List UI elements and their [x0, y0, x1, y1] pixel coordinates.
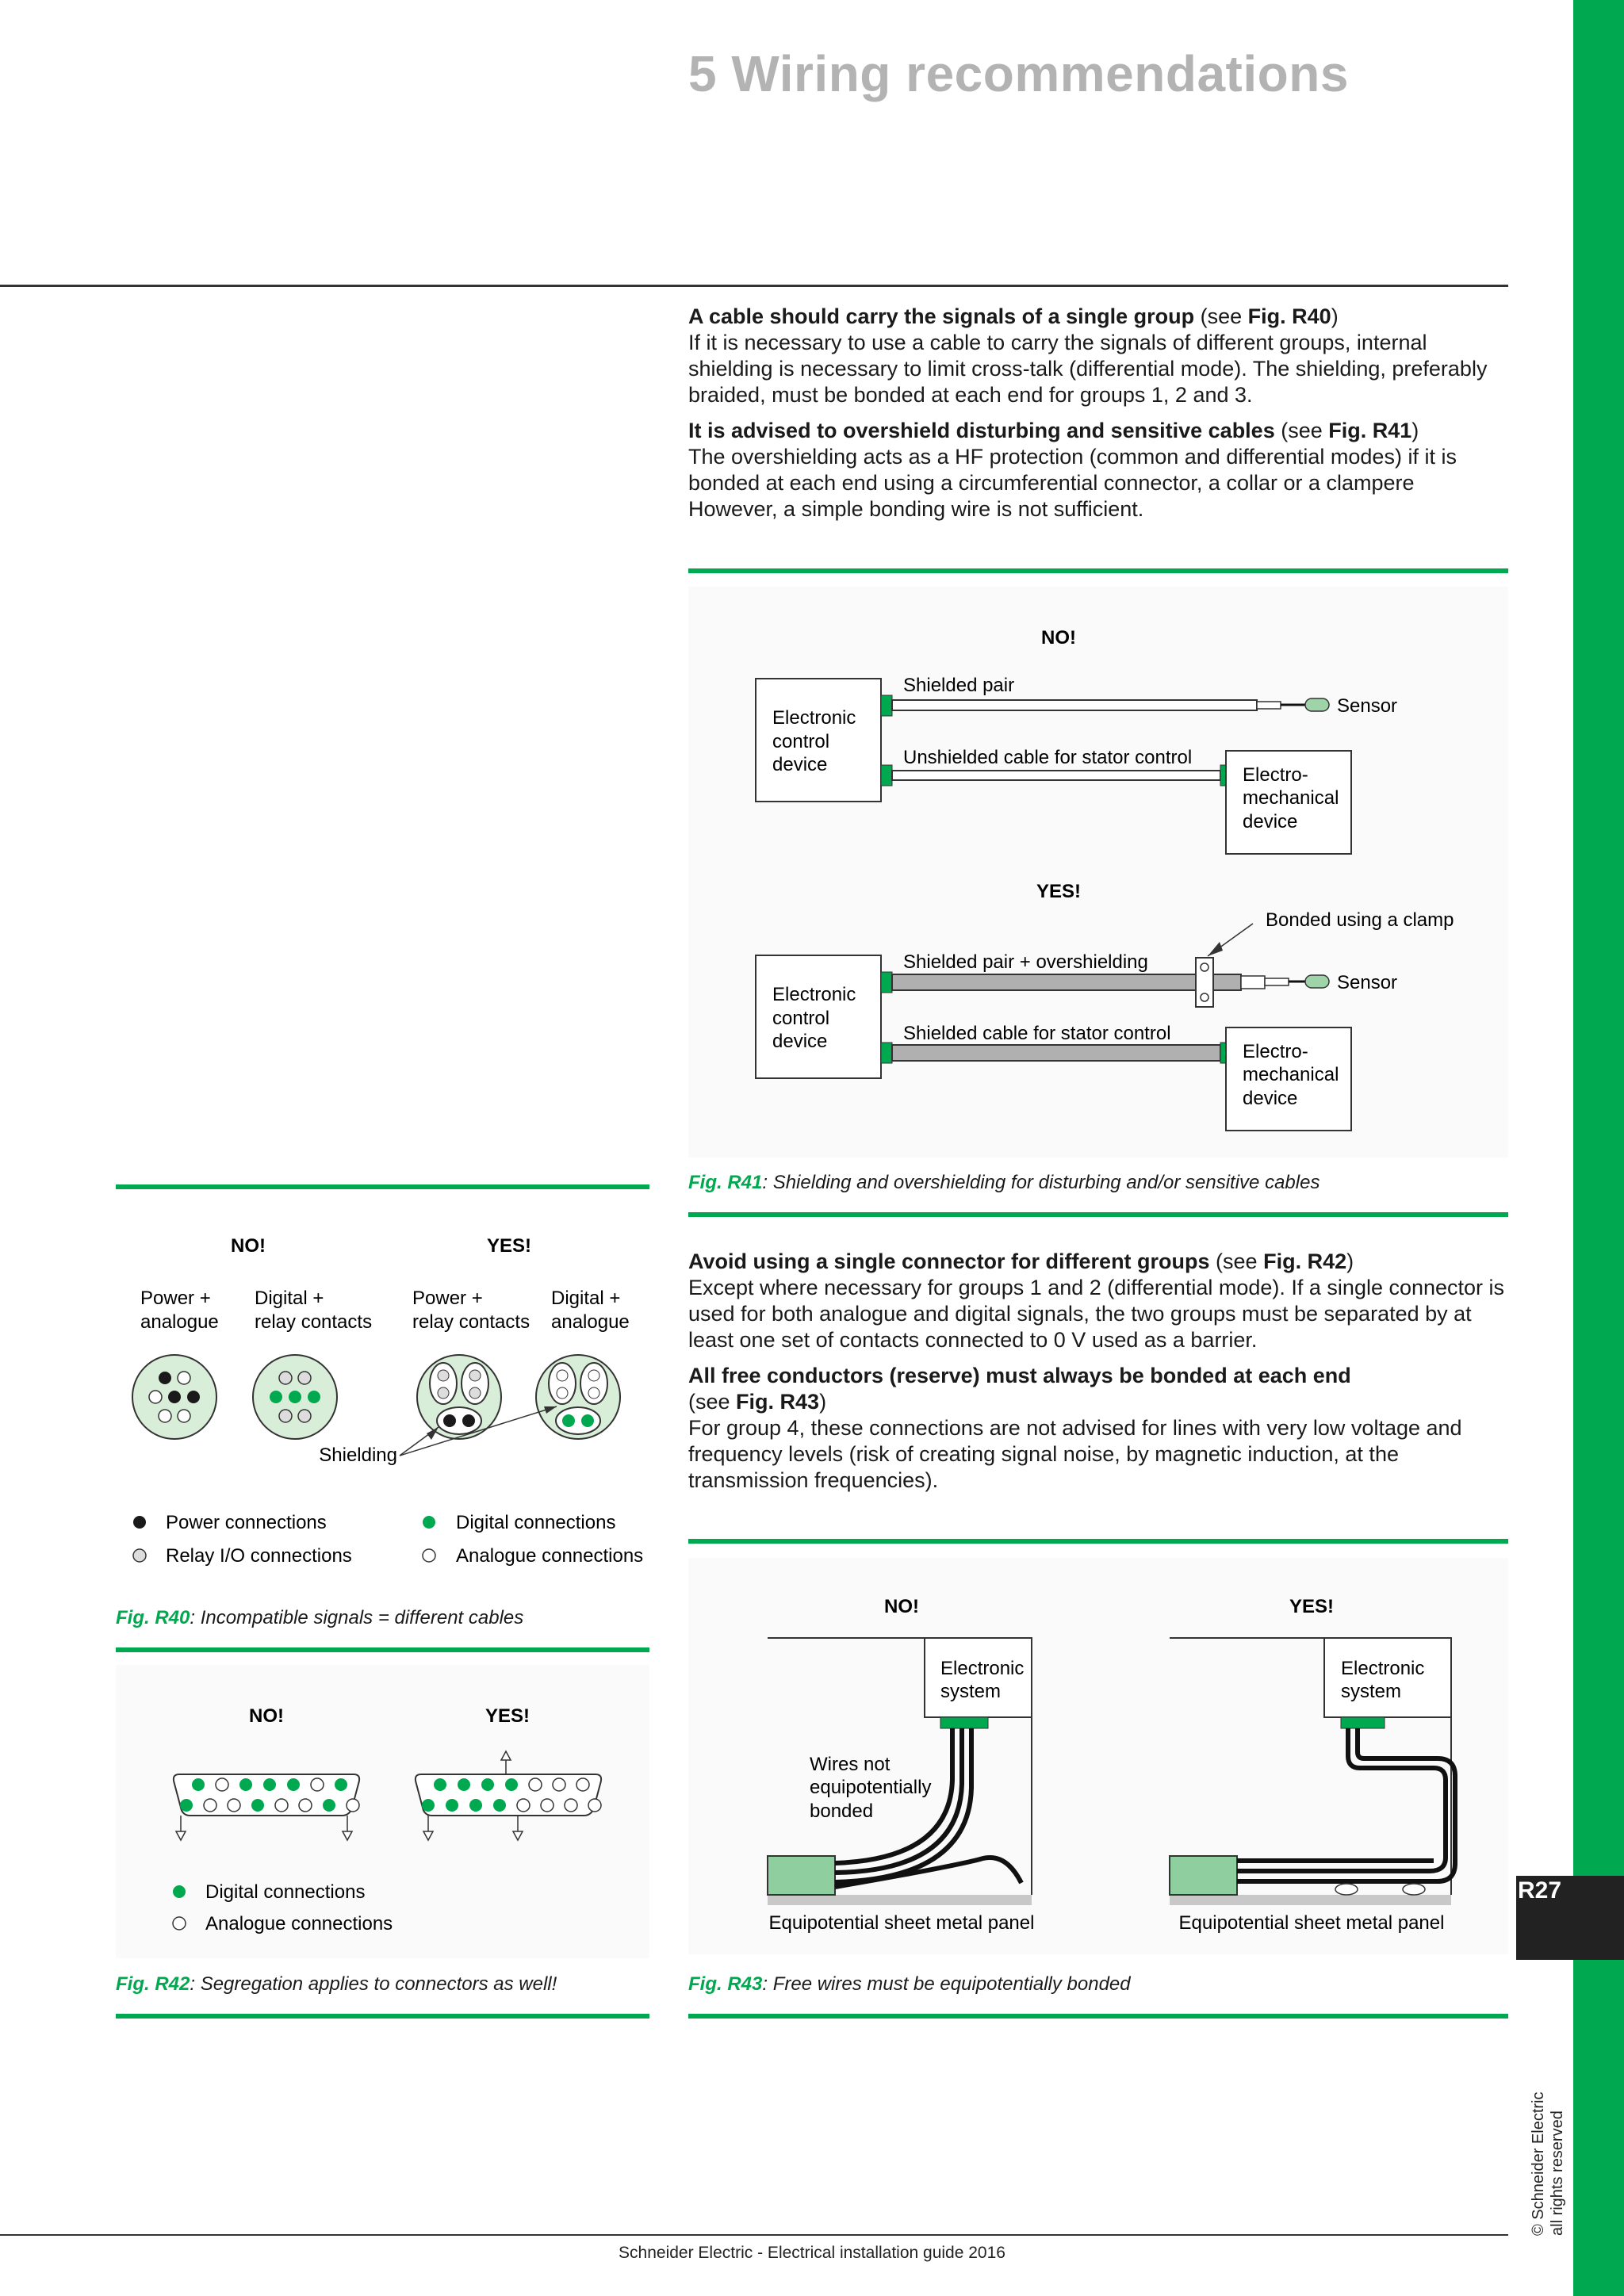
paragraph-overshield [688, 418, 1509, 522]
legend-digital: Digital connections [205, 1881, 366, 1903]
figure-ref: Fig. R40 [1247, 304, 1331, 328]
figure-r40 [116, 1197, 649, 1594]
shielded-stator-cable [892, 1045, 1220, 1061]
copyright-notice [1529, 1998, 1567, 2236]
cable-section-power-relay [417, 1355, 501, 1439]
ref-prefix: (see [1194, 304, 1248, 328]
ref-prefix: (see [688, 1390, 737, 1414]
connector-green [881, 695, 892, 716]
rule-fig-r40-bottom [116, 1647, 649, 1652]
section-body: Except where necessary for groups 1 and 2 (differential mode). If a single connector is used for both analogue and digital signals, the two groups must be separated by at least one set of contacts connected to 0 V used as a barrier. [688, 1276, 1505, 1352]
box-label-line-3: device [1243, 1088, 1298, 1109]
ref-prefix: (see [1209, 1249, 1264, 1273]
clamp-label: Bonded using a clamp [1266, 909, 1454, 931]
rule-fig-r42-bottom [116, 2014, 649, 2019]
box-label-line-3: device [1243, 811, 1298, 832]
box-label-line-3: device [772, 754, 828, 775]
page-footer: Schneider Electric - Electrical installation guide 2016 [619, 2244, 1005, 2262]
text-block-middle [688, 1249, 1509, 1503]
copyright-line-1: © Schneider Electric [1530, 2091, 1547, 2236]
cable-label-shielded-pair-over: Shielded pair + overshielding [903, 951, 1148, 973]
text-block-top [688, 304, 1509, 532]
panel-label: Equipotential sheet metal panel [1178, 1912, 1445, 1934]
label-power-relay-2: relay contacts [412, 1311, 530, 1333]
bonding-clip-icon [1403, 1884, 1425, 1895]
legend-analogue: Analogue connections [205, 1913, 393, 1934]
connector-green [881, 972, 892, 993]
figure-r42 [116, 1665, 649, 1958]
section-heading: It is advised to overshield disturbing and sensitive cables [688, 419, 1275, 442]
figure-r41 [688, 587, 1508, 1158]
cable-section-digital-analogue [536, 1355, 620, 1439]
caption-figure-number: Fig. R43 [688, 1973, 763, 1995]
figure-ref: Fig. R42 [1263, 1249, 1347, 1273]
bonding-clip-icon [1335, 1884, 1358, 1895]
box-label-line-1: Electronic [772, 707, 856, 729]
box-label-line-1: Electro- [1243, 764, 1308, 786]
panel-label: Equipotential sheet metal panel [768, 1912, 1035, 1934]
wires-label-line-1: Wires not [810, 1754, 891, 1775]
box-label-line-1: Electro- [1243, 1041, 1308, 1062]
yes-label: YES! [485, 1705, 530, 1727]
connector-green [881, 765, 892, 786]
label-power-relay-1: Power + [412, 1288, 483, 1309]
cable-label-shielded-pair: Shielded pair [903, 675, 1015, 696]
figure-ref: Fig. R43 [736, 1390, 820, 1414]
legend-digital-marker [173, 1885, 186, 1898]
shielding-label: Shielding [319, 1445, 397, 1466]
caption-figure-number: Fig. R40 [116, 1607, 190, 1628]
legend-analogue: Analogue connections [456, 1545, 644, 1567]
ref-suffix: ) [1346, 1249, 1354, 1273]
caption-text: : Incompatible signals = different cables [190, 1607, 524, 1628]
no-label: NO! [231, 1235, 266, 1257]
sensor-label: Sensor [1337, 695, 1398, 717]
wires-label-line-2: equipotentially [810, 1777, 932, 1798]
copyright-line-2: all rights reserved [1549, 2110, 1566, 2236]
connector-green [940, 1717, 988, 1728]
caption-figure-number: Fig. R42 [116, 1973, 190, 1995]
box-label-line-1: Electronic [1341, 1658, 1425, 1679]
box-label-line-2: mechanical [1243, 1064, 1339, 1085]
paragraph-single-connector [688, 1249, 1509, 1353]
cable-section-digital-relay [253, 1355, 337, 1439]
rule-fig-r41-bottom [688, 1212, 1508, 1217]
rule-fig-r40-top [116, 1184, 649, 1189]
caption-figure-number: Fig. R41 [688, 1172, 763, 1193]
caption-fig-r43 [688, 1973, 1131, 1996]
cable-section-power-analogue [132, 1355, 216, 1439]
no-label: NO! [249, 1705, 284, 1727]
section-heading: All free conductors (reserve) must always be bonded at each end [688, 1364, 1351, 1387]
rule-fig-r41-top [688, 568, 1508, 573]
footer-rule [0, 2234, 1508, 2236]
cable-label-unshielded: Unshielded cable for stator control [903, 747, 1193, 768]
sensor-label: Sensor [1337, 972, 1398, 993]
box-label-line-1: Electronic [940, 1658, 1025, 1679]
figure-r43 [688, 1558, 1508, 1954]
wires-label-line-3: bonded [810, 1800, 874, 1822]
header-rule [0, 285, 1508, 287]
cable-bundle-end [768, 1856, 835, 1895]
section-body: For group 4, these connections are not advised for lines with very low voltage and frequency levels (risk of creating signal noise, by magnetic induction, at the transmission frequencies). [688, 1416, 1462, 1492]
section-heading: Avoid using a single connector for different groups [688, 1249, 1210, 1273]
cable-label-shielded-cable: Shielded cable for stator control [903, 1023, 1171, 1044]
ref-suffix: ) [1411, 419, 1419, 442]
legend-relay-marker [133, 1549, 146, 1562]
box-label-line-1: Electronic [772, 984, 856, 1005]
rule-fig-r43-bottom [688, 2014, 1508, 2019]
label-digital-analogue-1: Digital + [551, 1288, 621, 1309]
page-number: R27 [1518, 1877, 1562, 1904]
figure-ref: Fig. R41 [1328, 419, 1412, 442]
cable-bundle-end [1170, 1856, 1237, 1895]
shielded-pair-cable [892, 700, 1257, 710]
sensor-icon [1305, 698, 1329, 711]
caption-fig-r40 [116, 1607, 523, 1629]
label-power-analogue-2: analogue [140, 1311, 219, 1333]
legend-relay: Relay I/O connections [166, 1545, 352, 1567]
page-title: 5 Wiring recommendations [688, 45, 1349, 102]
box-label-line-3: device [772, 1031, 828, 1052]
caption-text: : Shielding and overshielding for disturbing and/or sensitive cables [762, 1172, 1320, 1193]
section-heading: A cable should carry the signals of a single group [688, 304, 1195, 328]
paragraph-free-conductors [688, 1363, 1509, 1494]
rule-fig-r43-top [688, 1539, 1508, 1544]
caption-fig-r42 [116, 1973, 557, 1996]
paragraph-single-group [688, 304, 1509, 408]
unshielded-cable [892, 771, 1220, 780]
connector-green [881, 1043, 892, 1063]
yes-label: YES! [1036, 881, 1082, 902]
label-power-analogue-1: Power + [140, 1288, 211, 1309]
box-label-line-2: system [1341, 1681, 1402, 1702]
sheet-metal-panel [1170, 1895, 1451, 1905]
connector-green [1341, 1717, 1385, 1728]
caption-text: : Segregation applies to connectors as well! [190, 1973, 557, 1995]
ref-suffix: ) [1331, 304, 1339, 328]
label-digital-relay-2: relay contacts [255, 1311, 373, 1333]
box-label-line-2: control [772, 1008, 830, 1029]
box-label-line-2: control [772, 731, 830, 752]
yes-label: YES! [1289, 1596, 1335, 1617]
label-digital-relay-1: Digital + [255, 1288, 324, 1309]
legend-power: Power connections [166, 1512, 327, 1533]
ref-prefix: (see [1274, 419, 1329, 442]
legend-power-marker [133, 1516, 146, 1529]
yes-label: YES! [486, 1235, 532, 1257]
label-digital-analogue-2: analogue [551, 1311, 630, 1333]
sheet-metal-panel [768, 1895, 1032, 1905]
caption-fig-r41 [688, 1172, 1320, 1194]
box-label-line-2: mechanical [1243, 787, 1339, 809]
no-label: NO! [884, 1596, 919, 1617]
legend-analogue-marker [173, 1917, 186, 1930]
section-body: If it is necessary to use a cable to carry the signals of different groups, internal shielding is necessary to limit cross-talk (differential mode). The shielding, preferably braided, must be bonded at each end for groups 1, 2 and 3. [688, 331, 1488, 407]
legend-digital-marker [423, 1516, 435, 1529]
ref-suffix: ) [819, 1390, 827, 1414]
legend-analogue-marker [423, 1549, 435, 1562]
no-label: NO! [1041, 627, 1076, 649]
sensor-icon [1305, 975, 1329, 988]
overshielded-cable [892, 974, 1241, 990]
caption-text: : Free wires must be equipotentially bonded [762, 1973, 1131, 1995]
section-body: The overshielding acts as a HF protection (common and differential modes) if it is bonded at each end using a circumferential connector, a collar or a clampere However, a simple bonding wire is not sufficient. [688, 445, 1457, 521]
legend-digital: Digital connections [456, 1512, 616, 1533]
box-label-line-2: system [940, 1681, 1002, 1702]
